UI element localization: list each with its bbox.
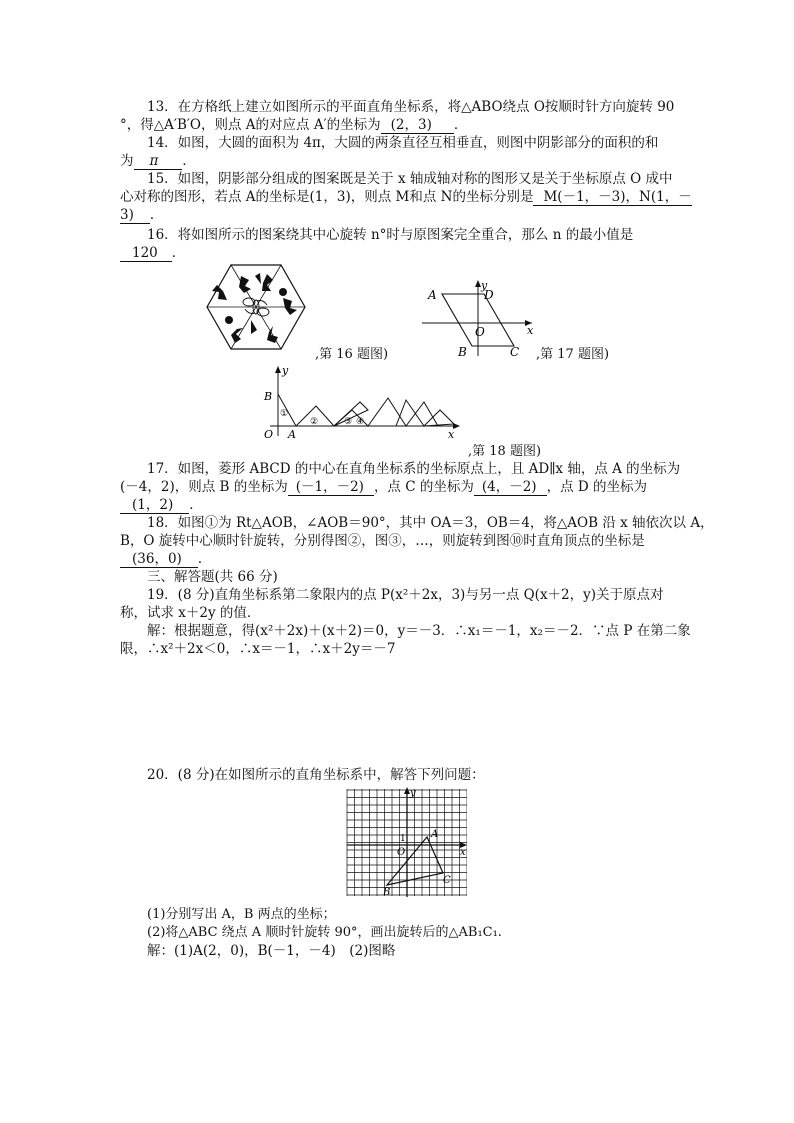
fig17-label-b: B <box>458 345 467 359</box>
q14-line-1: 14．如图，大圆的面积为 4π，大圆的两条直径互相垂直，则图中阴影部分的面积的和 <box>147 135 659 151</box>
fig17-label-x: x <box>527 324 534 337</box>
section-3-heading: 三、解答题(共 66 分) <box>147 569 278 585</box>
fig17-label-o: O <box>475 325 485 339</box>
q13-line-2 <box>120 116 467 134</box>
q14-text: 为 <box>120 153 134 169</box>
fig17-label-a: A <box>428 288 437 302</box>
fig20-label-c: C <box>443 875 451 886</box>
q19-solution-line-2: 限，∴x²＋2x＜0，∴x＝－1，∴x＋2y＝－7 <box>120 641 396 657</box>
q16-line-1: 16．将如图所示的图案绕其中心旋转 n°时与原图案完全重合，那么 n 的最小值是 <box>147 227 634 243</box>
q18-line-3 <box>120 550 211 568</box>
fig17-label-d: D <box>484 288 494 302</box>
q19-solution-line-1: 解：根据题意，得(x²＋2x)＋(x＋2)＝0，y＝－3．∴x₁＝－1，x₂＝－2．∵点 P 在第二象 <box>147 623 691 639</box>
q20-solution: 解：(1)A(2，0)，B(－1，－4) (2)图略 <box>147 943 396 959</box>
fig20-label-a: A <box>431 829 439 840</box>
q18-answer: (36，0) <box>120 552 198 568</box>
q17-text-c: ，点 C 的坐标为 <box>373 479 474 495</box>
fig18-label-a: A <box>288 428 296 441</box>
fig18-label-b: B <box>264 390 273 403</box>
fig18-mark-4: ④ <box>356 417 365 427</box>
fig20-label-o: O <box>397 847 406 858</box>
fig18-mark-2: ② <box>310 417 319 427</box>
q15-end: ． <box>149 207 164 223</box>
fig18-mark-3: ③ <box>344 417 353 427</box>
q20-part-1: (1)分别写出 A，B 两点的坐标； <box>147 907 336 922</box>
fig18-rotation-diagram <box>256 364 466 442</box>
q15-text: 心对称的图形，若点 A的坐标是(1，3)，则点 M和点 N的坐标分别是 <box>120 189 534 205</box>
q13-end: ． <box>453 117 468 133</box>
fig18-label-x: x <box>448 428 455 441</box>
q18-line-1: 18．如图①为 Rt△AOB，∠AOB＝90°，其中 OA＝3，OB＝4，将△AOB 沿 x 轴依次以 A， <box>147 515 714 531</box>
fig20-label-x: x <box>460 847 466 858</box>
q20-part-2: (2)将△ABC 绕点 A 顺时针旋转 90°，画出旋转后的△AB₁C₁. <box>147 925 502 940</box>
fig17-caption: ,第 17 题图) <box>536 347 610 362</box>
q14-answer: π <box>134 154 183 170</box>
q17-answer-d: (1，2) <box>120 498 189 514</box>
q17-text-d: ，点 D 的坐标为 <box>546 479 647 495</box>
fig18-mark-1: ① <box>280 409 289 419</box>
q13-answer: (2，3) <box>381 118 454 134</box>
fig20-label-y: y <box>410 788 416 799</box>
q17-end: ． <box>189 497 203 513</box>
q19-line-2: 称，试求 x＋2y 的值． <box>120 605 261 621</box>
q13-line-1: 13．在方格纸上建立如图所示的平面直角坐标系，将△ABO绕点 O按顺时针方向旋转 90 <box>147 99 675 115</box>
q18-end: ． <box>197 551 212 567</box>
q13-text: °，得△A′B′O，则点 A的对应点 A′的坐标为 <box>120 117 381 133</box>
fig16-caption: ,第 16 题图) <box>315 347 389 362</box>
fig16-hexagon-pattern <box>205 262 307 352</box>
q15-line-3 <box>120 206 163 224</box>
q17-answer-b: (－1，－2) <box>288 480 374 496</box>
q19-line-1: 19．(8 分)直角坐标系第二象限内的点 P(x²＋2x，3)与另一点 Q(x＋2，y)关于原点对 <box>147 587 664 603</box>
fig17-rhombus-diagram <box>420 278 540 360</box>
q14-end: ． <box>182 153 196 169</box>
q17-text-b: (－4，2)，则点 B 的坐标为 <box>120 479 288 495</box>
q20-line-1: 20．(8 分)在如图所示的直角坐标系中，解答下列问题： <box>147 767 485 783</box>
q16-answer: 120 <box>120 246 172 262</box>
q15-answer-part1: M(－1，－3)，N(1，－ <box>533 190 691 206</box>
q17-answer-c: (4，－2) <box>474 480 547 496</box>
q17-line-3 <box>120 496 203 514</box>
fig20-label-unit: 1 <box>400 834 406 844</box>
fig18-caption: ,第 18 题图) <box>468 444 542 459</box>
fig18-label-y: y <box>282 364 289 377</box>
fig20-label-b: B <box>383 887 391 898</box>
fig18-label-o: O <box>264 428 274 441</box>
q18-line-2: B，O 旋转中心顺时针旋转，分别得图②，图③，…，则旋转到图⑩时直角顶点的坐标是 <box>120 533 645 549</box>
fig20-grid-diagram <box>345 787 467 899</box>
q16-end: ． <box>171 245 186 261</box>
q15-line-1: 15．如图，阴影部分组成的图案既是关于 x 轴成轴对称的图形又是关于坐标原点 O 成中 <box>147 171 673 187</box>
q14-line-2 <box>120 152 196 170</box>
q16-line-2 <box>120 244 185 262</box>
q15-line-2 <box>120 188 692 206</box>
q17-line-2 <box>120 478 647 496</box>
fig17-label-y: y <box>481 279 488 292</box>
q15-answer-part2: 3) <box>120 208 150 224</box>
fig17-label-c: C <box>510 345 520 359</box>
q17-line-1: 17．如图，菱形 ABCD 的中心在直角坐标系的坐标原点上，且 AD∥x 轴，点 A 的坐标为 <box>147 461 681 477</box>
